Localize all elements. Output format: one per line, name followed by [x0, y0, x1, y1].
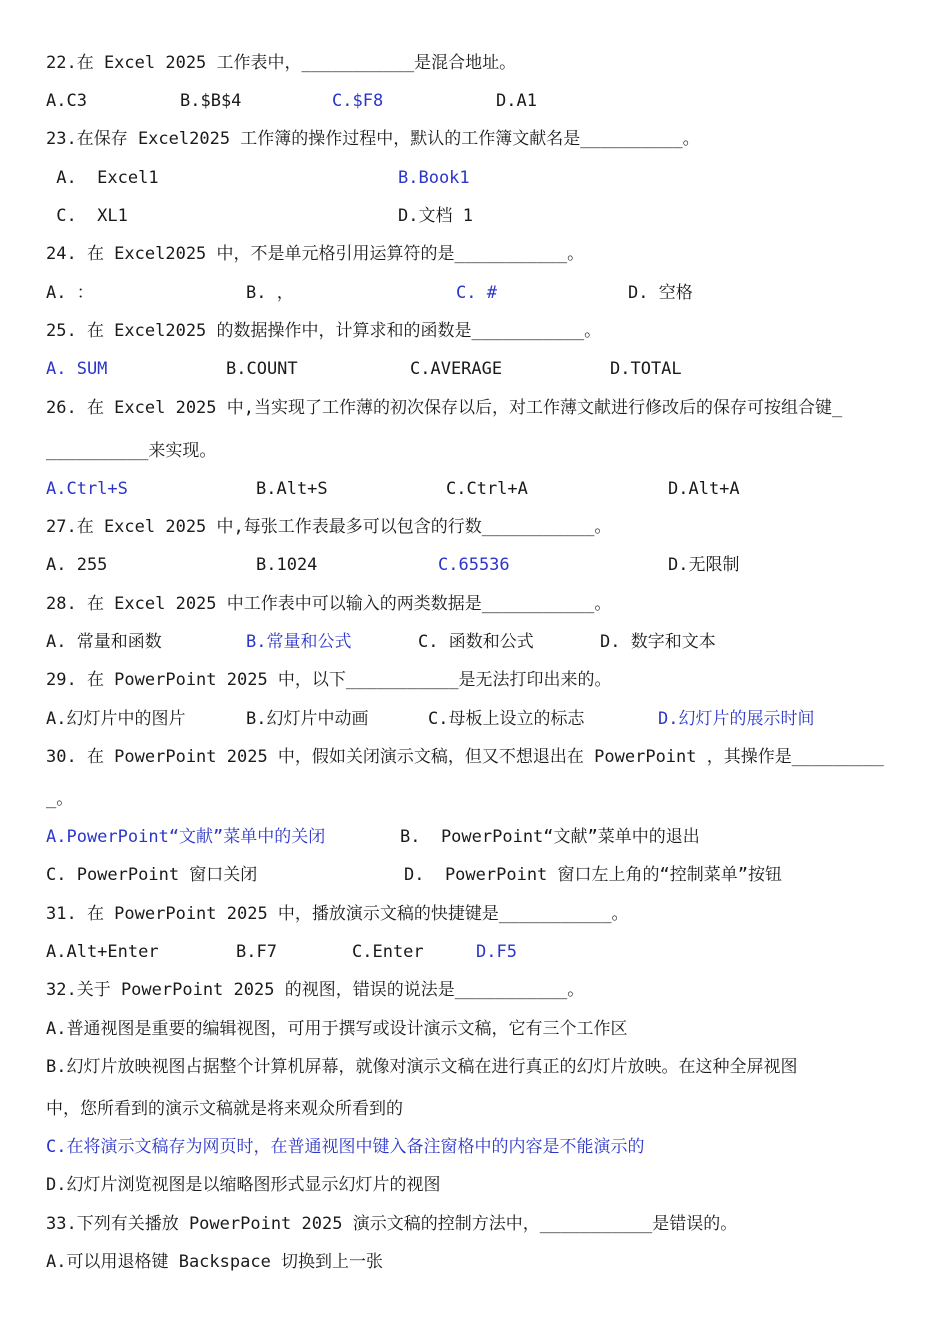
option-24-d: D. 空格 — [628, 283, 693, 303]
option-27-b: B.1024 — [256, 555, 318, 575]
option-32-a: A.普通视图是重要的编辑视图，可用于撰写或设计演示文稿，它有三个工作区 — [46, 1019, 628, 1039]
option-22-d: D.A1 — [496, 91, 537, 111]
option-30-b: B. PowerPoint“文献”菜单中的退出 — [400, 827, 700, 847]
option-30-c: C. PowerPoint 窗口关闭 — [46, 865, 258, 885]
option-22-c-answer: C.$F8 — [332, 91, 384, 111]
question-29: 29. 在 PowerPoint 2025 中，以下___________是无法打印出来的。 — [46, 670, 612, 690]
option-26-c: C.Ctrl+A — [446, 479, 528, 499]
option-24-c-answer: C. # — [456, 283, 497, 303]
option-23-d: D.文档 1 — [398, 206, 473, 226]
option-22-b: B.$B$4 — [180, 91, 242, 111]
option-28-a: A. 常量和函数 — [46, 632, 162, 652]
option-32-c-answer: C.在将演示文稿存为网页时，在普通视图中键入备注窗格中的内容是不能演示的 — [46, 1137, 645, 1157]
option-32-b: B.幻灯片放映视图占据整个计算机屏幕，就像对演示文稿在进行真正的幻灯片放映。在这种全屏视图 — [46, 1057, 798, 1077]
option-28-c: C. 函数和公式 — [418, 632, 534, 652]
option-31-d-answer: D.F5 — [476, 942, 517, 962]
option-27-d: D.无限制 — [668, 555, 740, 575]
question-28: 28. 在 Excel 2025 中工作表中可以输入的两类数据是___________。 — [46, 594, 612, 614]
option-25-a-answer: A. SUM — [46, 359, 108, 379]
option-29-d-answer: D.幻灯片的展示时间 — [658, 709, 815, 729]
option-31-b: B.F7 — [236, 942, 277, 962]
question-24: 24. 在 Excel2025 中，不是单元格引用运算符的是___________。 — [46, 244, 585, 264]
option-30-d: D. PowerPoint 窗口左上角的“控制菜单”按钮 — [404, 865, 782, 885]
question-31: 31. 在 PowerPoint 2025 中，播放演示文稿的快捷键是___________。 — [46, 904, 629, 924]
question-26: 26. 在 Excel 2025 中,当实现了工作薄的初次保存以后，对工作薄文献进行修改后的保存可按组合键_ — [46, 398, 843, 418]
question-26-cont: __________来实现。 — [46, 441, 217, 461]
option-22-a: A.C3 — [46, 91, 87, 111]
option-33-a: A.可以用退格键 Backspace 切换到上一张 — [46, 1252, 384, 1272]
option-31-c: C.Enter — [352, 942, 424, 962]
option-29-b: B.幻灯片中动画 — [246, 709, 369, 729]
option-24-b: B. ， — [246, 283, 294, 303]
option-25-c: C.AVERAGE — [410, 359, 503, 379]
option-29-a: A.幻灯片中的图片 — [46, 709, 186, 729]
option-25-b: B.COUNT — [226, 359, 298, 379]
question-30: 30. 在 PowerPoint 2025 中，假如关闭演示文稿，但又不想退出在 PowerPoint ，其操作是_________ — [46, 747, 884, 767]
option-28-d: D. 数字和文本 — [600, 632, 716, 652]
option-27-a: A. 255 — [46, 555, 108, 575]
option-32-d: D.幻灯片浏览视图是以缩略图形式显示幻灯片的视图 — [46, 1175, 441, 1195]
option-23-b-answer: B.Book1 — [398, 168, 470, 188]
question-30-cont: _。 — [46, 789, 74, 809]
option-25-d: D.TOTAL — [610, 359, 682, 379]
question-32: 32.关于 PowerPoint 2025 的视图，错误的说法是___________。 — [46, 980, 585, 1000]
option-26-a-answer: A.Ctrl+S — [46, 479, 128, 499]
option-28-b-answer: B.常量和公式 — [246, 632, 352, 652]
question-23: 23.在保存 Excel2025 工作簿的操作过程中，默认的工作簿文献名是__________。 — [46, 129, 700, 149]
question-27: 27.在 Excel 2025 中,每张工作表最多可以包含的行数___________。 — [46, 517, 612, 537]
option-31-a: A.Alt+Enter — [46, 942, 159, 962]
option-29-c: C.母板上设立的标志 — [428, 709, 585, 729]
option-26-d: D.Alt+A — [668, 479, 740, 499]
option-30-a-answer: A.PowerPoint“文献”菜单中的关闭 — [46, 827, 326, 847]
option-23-a: A. Excel1 — [46, 168, 159, 188]
option-27-c-answer: C.65536 — [438, 555, 510, 575]
option-32-b-cont: 中，您所看到的演示文稿就是将来观众所看到的 — [46, 1099, 403, 1119]
option-26-b: B.Alt+S — [256, 479, 328, 499]
question-22: 22.在 Excel 2025 工作表中，___________是混合地址。 — [46, 53, 517, 73]
question-33: 33.下列有关播放 PowerPoint 2025 演示文稿的控制方法中，___________是错误的。 — [46, 1214, 738, 1234]
question-25: 25. 在 Excel2025 的数据操作中，计算求和的函数是___________。 — [46, 321, 602, 341]
option-23-c: C. XL1 — [46, 206, 128, 226]
option-24-a: A. ： — [46, 283, 94, 303]
